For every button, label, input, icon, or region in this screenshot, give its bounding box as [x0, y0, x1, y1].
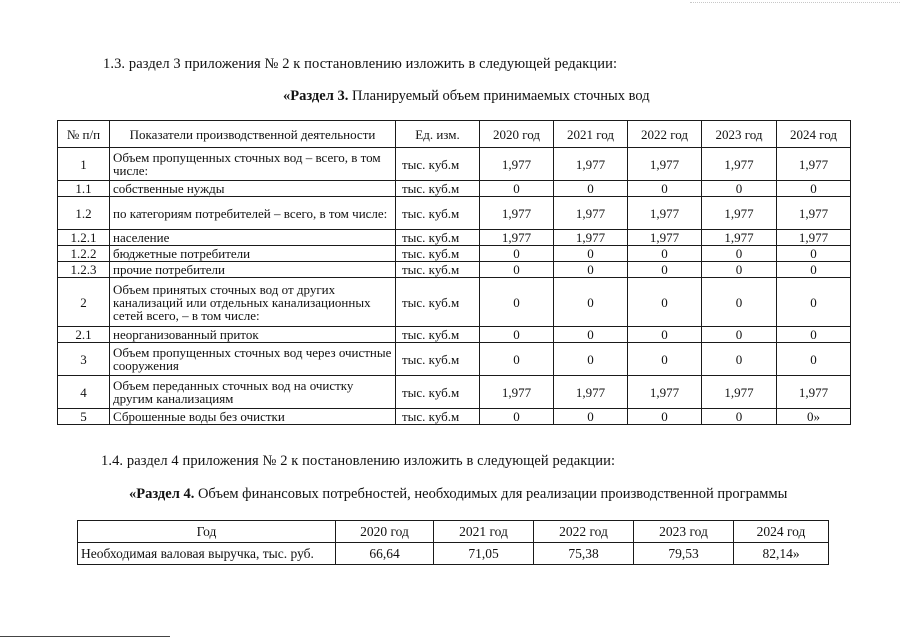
value-cell: 0 — [702, 246, 777, 262]
section-3-heading — [283, 88, 650, 105]
value-cell: 0 — [702, 409, 777, 425]
table-row — [58, 262, 851, 278]
indicator-cell: Сброшенные воды без очистки — [110, 409, 396, 425]
value-cell: 1,977 — [628, 148, 702, 181]
header-cell: Год — [78, 521, 336, 543]
value-cell: 0 — [628, 181, 702, 197]
header-cell: № п/п — [58, 121, 110, 148]
table-header-row — [78, 521, 829, 543]
row-number-cell: 2.1 — [58, 327, 110, 343]
indicator-cell: население — [110, 230, 396, 246]
indicator-cell: прочие потребители — [110, 262, 396, 278]
unit-cell: тыс. куб.м — [396, 409, 480, 425]
value-cell: 1,977 — [480, 230, 554, 246]
value-cell: 1,977 — [702, 197, 777, 230]
value-cell: 0 — [480, 262, 554, 278]
indicator-cell: Объем принятых сточных вод от других канализаций или отдельных канализационных сетей всего, – в том числе: — [110, 278, 396, 327]
indicator-cell: Объем пропущенных сточных вод через очистные сооружения — [110, 343, 396, 376]
row-number-cell: 5 — [58, 409, 110, 425]
unit-cell: тыс. куб.м — [396, 148, 480, 181]
value-cell: 0 — [777, 343, 851, 376]
row-number-cell: 2 — [58, 278, 110, 327]
value-cell: 0 — [628, 343, 702, 376]
top-scan-line — [690, 2, 900, 3]
table-row — [58, 278, 851, 327]
value-cell: 0 — [480, 409, 554, 425]
value-cell: 1,977 — [628, 376, 702, 409]
value-cell: 0 — [480, 327, 554, 343]
header-cell: 2024 год — [734, 521, 829, 543]
header-cell: 2020 год — [336, 521, 434, 543]
header-cell: 2023 год — [634, 521, 734, 543]
unit-cell: тыс. куб.м — [396, 376, 480, 409]
unit-cell: тыс. куб.м — [396, 246, 480, 262]
header-cell: 2022 год — [628, 121, 702, 148]
unit-cell: тыс. куб.м — [396, 197, 480, 230]
header-cell: 2022 год — [534, 521, 634, 543]
value-cell: 0 — [554, 246, 628, 262]
value-cell: 1,977 — [777, 230, 851, 246]
section-3-title: Планируемый объем принимаемых сточных вод — [351, 88, 650, 104]
value-cell: 0 — [777, 181, 851, 197]
value-cell: 1,977 — [480, 197, 554, 230]
unit-cell: тыс. куб.м — [396, 327, 480, 343]
row-number-cell: 1.2 — [58, 197, 110, 230]
value-cell: 1,977 — [702, 230, 777, 246]
value-cell: 1,977 — [777, 376, 851, 409]
value-cell: 0 — [628, 409, 702, 425]
value-cell: 0 — [777, 246, 851, 262]
value-cell: 66,64 — [336, 543, 434, 565]
value-cell: 0 — [554, 181, 628, 197]
unit-cell: тыс. куб.м — [396, 230, 480, 246]
wastewater-volume-table — [57, 120, 851, 425]
section-4-title: Объем финансовых потребностей, необходимых для реализации производственной программы — [197, 486, 788, 502]
table-row — [58, 148, 851, 181]
value-cell: 1,977 — [480, 148, 554, 181]
value-cell: 0 — [554, 343, 628, 376]
row-number-cell: 4 — [58, 376, 110, 409]
value-cell: 0 — [702, 262, 777, 278]
value-cell: 1,977 — [628, 197, 702, 230]
value-cell: 0 — [628, 278, 702, 327]
value-cell: 75,38 — [534, 543, 634, 565]
value-cell: 0 — [702, 181, 777, 197]
row-number-cell: 1 — [58, 148, 110, 181]
revenue-label-cell: Необходимая валовая выручка, тыс. руб. — [78, 543, 336, 565]
value-cell: 0 — [480, 278, 554, 327]
section-3-prefix: «Раздел 3. — [283, 88, 349, 104]
value-cell: 0 — [554, 409, 628, 425]
value-cell: 1,977 — [702, 376, 777, 409]
header-cell: 2020 год — [480, 121, 554, 148]
value-cell: 1,977 — [554, 148, 628, 181]
row-number-cell: 1.1 — [58, 181, 110, 197]
table-row — [78, 543, 829, 565]
value-cell: 79,53 — [634, 543, 734, 565]
table-row — [58, 343, 851, 376]
value-cell: 1,977 — [554, 230, 628, 246]
table-row — [58, 327, 851, 343]
indicator-cell: по категориям потребителей – всего, в том числе: — [110, 197, 396, 230]
table-row — [58, 246, 851, 262]
indicator-cell: собственные нужды — [110, 181, 396, 197]
value-cell: 0 — [480, 246, 554, 262]
bottom-scan-line — [0, 636, 170, 637]
value-cell: 0 — [480, 181, 554, 197]
value-cell: 0 — [554, 278, 628, 327]
value-cell: 1,977 — [628, 230, 702, 246]
value-cell: 1,977 — [480, 376, 554, 409]
table-row — [58, 409, 851, 425]
indicator-cell: бюджетные потребители — [110, 246, 396, 262]
table-row — [58, 197, 851, 230]
indicator-cell: Объем пропущенных сточных вод – всего, в том числе: — [110, 148, 396, 181]
paragraph-1-3: 1.3. раздел 3 приложения № 2 к постановлению изложить в следующей редакции: — [103, 56, 618, 72]
header-cell: 2023 год — [702, 121, 777, 148]
value-cell: 0 — [702, 327, 777, 343]
unit-cell: тыс. куб.м — [396, 343, 480, 376]
value-cell: 0 — [554, 327, 628, 343]
value-cell: 0 — [480, 343, 554, 376]
value-cell: 82,14» — [734, 543, 829, 565]
table-row — [58, 230, 851, 246]
value-cell: 0 — [628, 246, 702, 262]
indicator-cell: Объем переданных сточных вод на очистку другим канализациям — [110, 376, 396, 409]
header-cell: Показатели производственной деятельности — [110, 121, 396, 148]
value-cell: 0 — [628, 327, 702, 343]
value-cell: 1,977 — [777, 197, 851, 230]
row-number-cell: 3 — [58, 343, 110, 376]
value-cell: 0 — [628, 262, 702, 278]
header-cell: 2021 год — [554, 121, 628, 148]
row-number-cell: 1.2.3 — [58, 262, 110, 278]
value-cell: 0» — [777, 409, 851, 425]
value-cell: 1,977 — [702, 148, 777, 181]
value-cell: 0 — [702, 278, 777, 327]
section-4-heading — [129, 486, 787, 503]
header-cell: 2024 год — [777, 121, 851, 148]
paragraph-1-4: 1.4. раздел 4 приложения № 2 к постановлению изложить в следующей редакции: — [101, 453, 616, 469]
financial-needs-table — [77, 520, 829, 565]
value-cell: 0 — [554, 262, 628, 278]
value-cell: 0 — [777, 262, 851, 278]
value-cell: 1,977 — [554, 376, 628, 409]
row-number-cell: 1.2.1 — [58, 230, 110, 246]
unit-cell: тыс. куб.м — [396, 278, 480, 327]
table-header-row — [58, 121, 851, 148]
row-number-cell: 1.2.2 — [58, 246, 110, 262]
value-cell: 1,977 — [777, 148, 851, 181]
section-4-prefix: «Раздел 4. — [129, 486, 195, 502]
header-cell: 2021 год — [434, 521, 534, 543]
value-cell: 0 — [777, 278, 851, 327]
table-row — [58, 376, 851, 409]
value-cell: 0 — [702, 343, 777, 376]
unit-cell: тыс. куб.м — [396, 262, 480, 278]
table-row — [58, 181, 851, 197]
indicator-cell: неорганизованный приток — [110, 327, 396, 343]
value-cell: 1,977 — [554, 197, 628, 230]
value-cell: 71,05 — [434, 543, 534, 565]
value-cell: 0 — [777, 327, 851, 343]
unit-cell: тыс. куб.м — [396, 181, 480, 197]
header-cell: Ед. изм. — [396, 121, 480, 148]
